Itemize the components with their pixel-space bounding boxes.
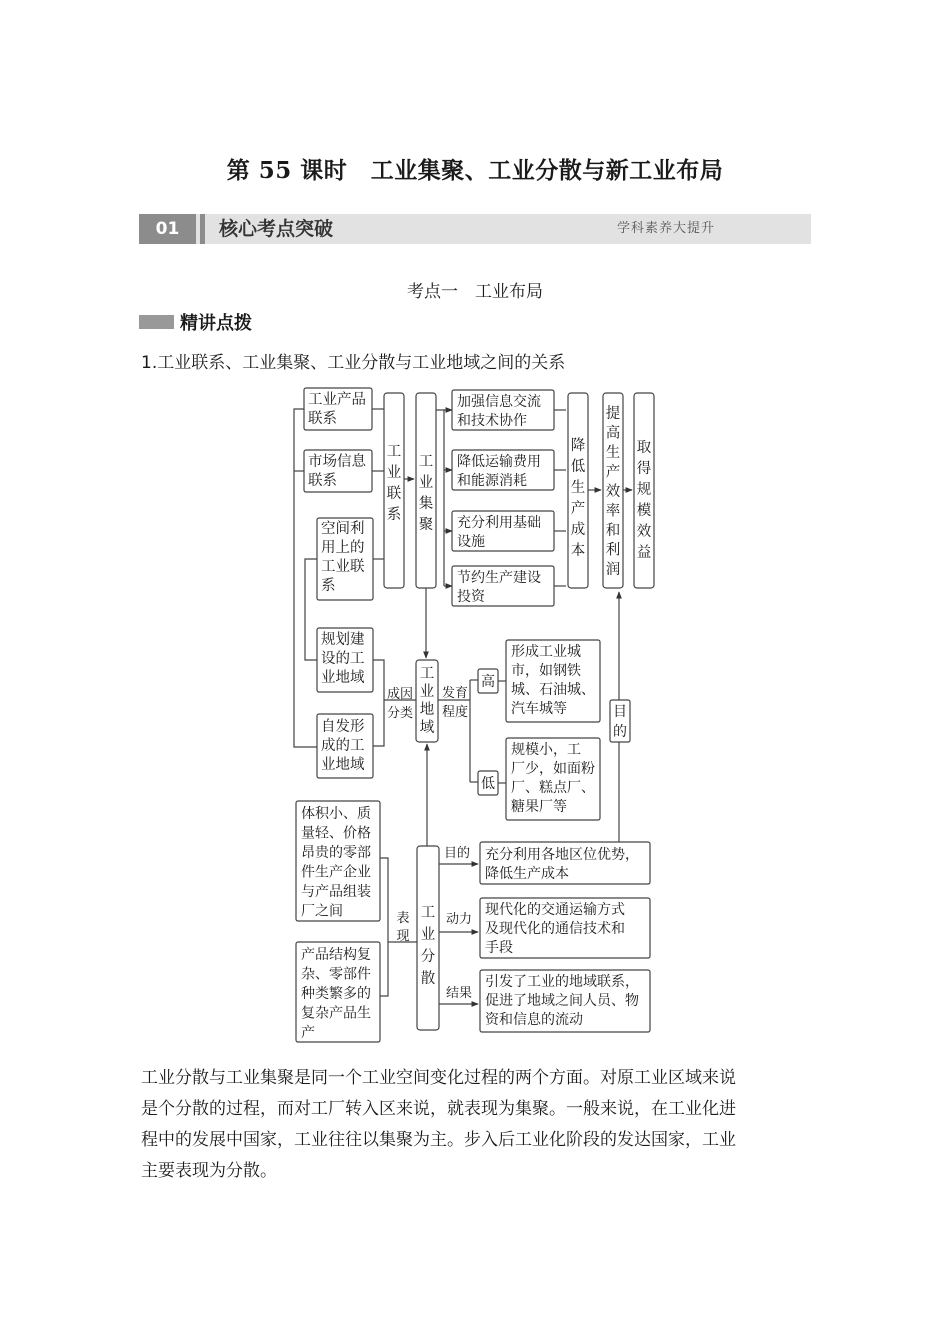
link-text: 设的工	[321, 651, 365, 667]
degree-label: 程度	[441, 705, 469, 720]
motive-text: 手段	[485, 940, 513, 956]
benefit-text: 充分利用基础	[457, 515, 541, 531]
motive-label: 动力	[446, 912, 473, 927]
high-text: 汽车城等	[511, 701, 567, 717]
kaodian-title: 考点一 工业布局	[407, 282, 543, 302]
low-text: 厂、糕点厂、	[511, 780, 595, 796]
inner-bracket-line	[305, 559, 317, 660]
disperse-column-char: 分	[420, 949, 436, 965]
goal-char: 目	[613, 704, 627, 720]
summary-paragraph	[141, 1063, 813, 1187]
disperse-column-char: 散	[420, 971, 436, 987]
show-connector	[380, 942, 388, 996]
relation-heading: 1.工业联系、工业集聚、工业分散与工业地域之间的关系	[141, 353, 566, 373]
show1-text: 件生产企业	[301, 864, 371, 881]
low-text: 厂少，如面粉	[511, 761, 595, 777]
cost-column-char: 生	[570, 480, 586, 496]
benefit-text: 加强信息交流	[457, 394, 541, 410]
page-title: 第 55 课时 工业集聚、工业分散与新工业布局	[226, 157, 724, 184]
efficiency-column-char: 提	[605, 406, 621, 422]
efficiency-column-char: 利	[605, 542, 621, 559]
high-text: 形成工业城	[511, 644, 581, 660]
link-text: 市场信息	[308, 454, 366, 470]
show2-text: 杂、零部件	[301, 966, 371, 983]
purpose-text: 降低生产成本	[485, 866, 569, 882]
benefit-text: 设施	[457, 534, 485, 550]
show2-text: 产品结构复	[301, 947, 371, 963]
show2-text: 种类繁多的	[301, 986, 371, 1002]
scale-column-char: 得	[636, 461, 652, 477]
efficiency-column-char: 效	[605, 484, 621, 500]
purpose-label: 目的	[444, 846, 471, 861]
link-text: 自发形	[321, 719, 365, 735]
cost-column-char: 产	[570, 501, 586, 517]
paragraph-line: 工业分散与工业集聚是同一个工业空间变化过程的两个方面。对原工业区域来说	[141, 1068, 736, 1088]
cost-column-char: 降	[570, 438, 586, 454]
show1-text: 与产品组装	[301, 884, 371, 900]
link-text: 成的工	[321, 738, 365, 754]
result-text: 资和信息的流动	[485, 1012, 583, 1028]
link-column-char: 系	[386, 507, 402, 523]
scale-column-char: 益	[636, 545, 652, 561]
link-text: 联系	[308, 411, 337, 427]
show1-text: 厂之间	[301, 903, 343, 920]
benefit-text: 和能源消耗	[457, 473, 527, 489]
benefit-text: 节约生产建设	[457, 570, 541, 586]
region-column-char: 域	[419, 720, 435, 736]
show1-text: 昂贵的零部	[301, 845, 371, 861]
scale-column-char: 效	[636, 524, 652, 540]
high-label: 高	[481, 674, 495, 690]
high-text: 城、石油城、	[511, 682, 595, 698]
link-text: 用上的	[321, 540, 365, 556]
link-text: 业地域	[321, 757, 365, 773]
benefit-text: 和技术协作	[457, 413, 527, 429]
link-text: 规划建	[321, 632, 365, 648]
efficiency-column-char: 生	[605, 445, 621, 461]
disperse-column-char: 工	[420, 905, 436, 921]
cause-label: 成因	[386, 687, 414, 702]
region-column-char: 地	[419, 702, 435, 718]
disperse-column-char: 业	[420, 927, 436, 943]
cluster-column-char: 工	[418, 454, 434, 470]
motive-text: 现代化的交通运输方式	[485, 902, 625, 918]
low-text: 规模小，工	[511, 742, 581, 758]
paragraph-line: 程中的发展中国家，工业往往以集聚为主。步入后工业化阶段的发达国家，工业	[141, 1130, 736, 1150]
goal-char: 的	[613, 724, 627, 740]
cluster-column-char: 聚	[418, 517, 434, 533]
section-title: 核心考点突破	[219, 218, 334, 240]
benefit-text: 投资	[457, 589, 485, 605]
cost-column-char: 成	[570, 522, 586, 538]
efficiency-column-char: 产	[605, 464, 621, 481]
subheading: 精讲点拨	[180, 313, 252, 334]
efficiency-column-char: 和	[605, 523, 621, 539]
paragraph-line: 是个分散的过程，而对工厂转入区来说，就表现为集聚。一般来说，在工业化进	[141, 1099, 736, 1119]
link-text: 业地域	[321, 670, 365, 686]
result-text: 引发了工业的地域联系，	[485, 974, 639, 990]
cost-column-char: 低	[570, 459, 586, 475]
result-text: 促进了地域之间人员、物	[485, 993, 639, 1009]
efficiency-column-char: 高	[605, 425, 621, 442]
region-column-char: 工	[419, 666, 435, 682]
show-label: 表	[396, 911, 410, 926]
scale-column-char: 模	[636, 503, 652, 519]
scale-column-char: 规	[636, 482, 652, 498]
link-text: 工业联	[321, 559, 365, 575]
link-text: 系	[321, 578, 336, 594]
show1-text: 量轻、价格	[301, 825, 371, 842]
low-label: 低	[481, 776, 495, 792]
link-column-char: 业	[386, 465, 402, 481]
show1-text: 体积小、质	[301, 806, 371, 822]
link-column-char: 联	[386, 486, 402, 502]
benefit-text: 降低运输费用	[457, 454, 541, 470]
efficiency-column-char: 润	[605, 562, 621, 578]
efficiency-column-char: 率	[605, 503, 621, 520]
section-tagline: 学科素养大提升	[616, 221, 715, 236]
show2-text: 复杂产品生	[301, 1005, 371, 1022]
cause-label: 分类	[386, 706, 414, 721]
benefit-bracket-line	[436, 410, 444, 586]
link-text: 空间利	[321, 521, 365, 537]
section-number: 01	[139, 214, 196, 244]
link-text: 联系	[308, 473, 337, 489]
high-text: 市，如钢铁	[511, 663, 581, 679]
scale-column-char: 取	[636, 440, 652, 456]
low-text: 糖果厂等	[511, 799, 567, 815]
cluster-column-char: 集	[418, 496, 434, 512]
link-text: 工业产品	[308, 392, 366, 408]
cost-column-char: 本	[570, 543, 586, 559]
show-label: 现	[396, 929, 410, 944]
cause-connector	[373, 700, 384, 746]
region-column-char: 业	[419, 684, 435, 700]
result-label: 结果	[446, 986, 473, 1001]
cluster-column-char: 业	[418, 475, 434, 491]
show2-text: 产	[301, 1025, 315, 1041]
degree-label: 发育	[441, 686, 469, 701]
link-column-char: 工	[386, 444, 402, 460]
paragraph-line: 主要表现为分散。	[141, 1161, 277, 1181]
purpose-text: 充分利用各地区位优势，	[485, 847, 639, 863]
motive-text: 及现代化的通信技术和	[485, 921, 625, 937]
